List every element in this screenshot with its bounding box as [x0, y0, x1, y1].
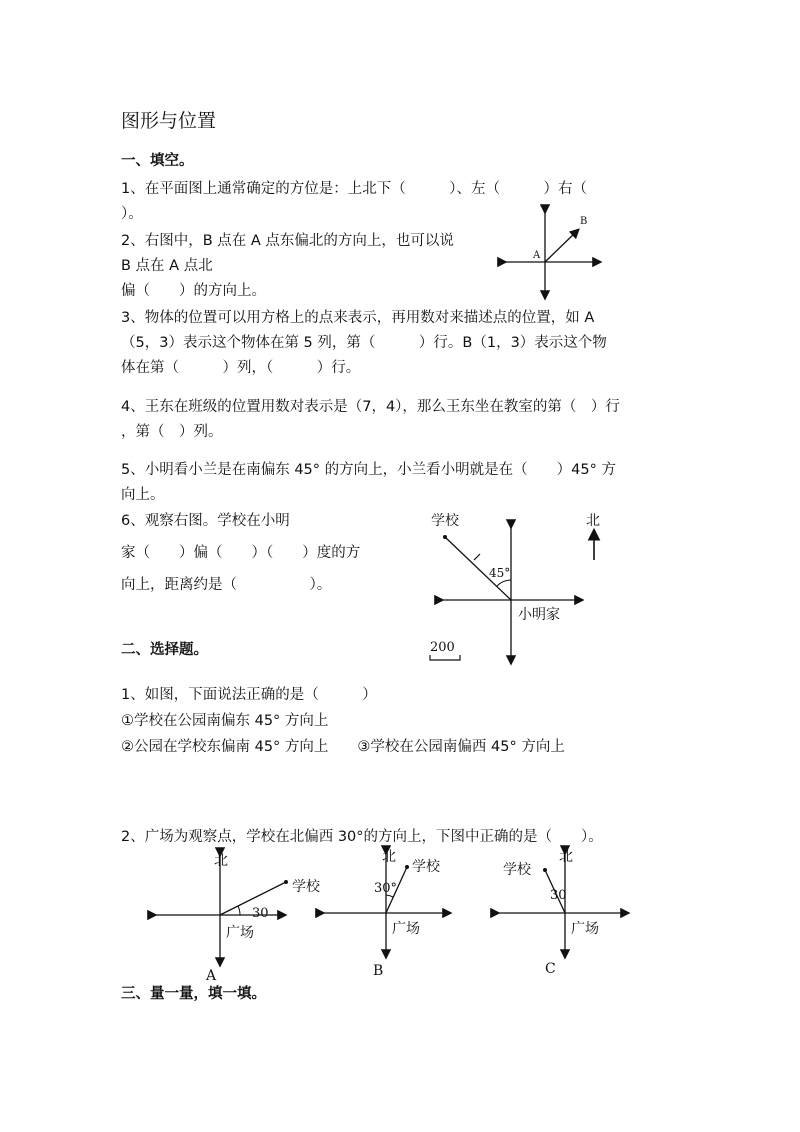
- s2-q2-stem: 2、广场为观察点，学校在北偏西 30°的方向上，下图中正确的是（ ）。: [121, 829, 603, 845]
- option-a-school: 学校: [292, 879, 320, 895]
- option-b-north: 北: [382, 849, 396, 865]
- option-b-diagram: [320, 845, 470, 980]
- option-a-diagram: [150, 845, 330, 985]
- section-2-heading: 二、选择题。: [121, 642, 208, 658]
- scale-label: 200: [430, 640, 455, 655]
- q4-line-1: 4、王东在班级的位置用数对表示是（7，4），那么王东坐在教室的第（ ）行: [121, 399, 620, 415]
- section-3-heading: 三、量一量，填一填。: [121, 986, 266, 1002]
- option-b-angle: 30°: [374, 881, 398, 896]
- q2-line-1: 2、右图中，B 点在 A 点东偏北的方向上，也可以说: [121, 233, 454, 249]
- option-c-school: 学校: [503, 862, 531, 878]
- q3-line-2: （5，3）表示这个物体在第 5 列，第（ ）行。B（1，3）表示这个物: [121, 335, 607, 351]
- q3-line-1: 3、物体的位置可以用方格上的点来表示，再用数对来描述点的位置，如 A: [121, 310, 595, 326]
- section-1-heading: 一、填空。: [121, 153, 194, 169]
- q2-direction-diagram: [500, 210, 610, 305]
- scale-bar: [430, 655, 460, 660]
- q2-line-2: B 点在 A 点北: [121, 258, 213, 274]
- option-a-square: 广场: [226, 925, 254, 941]
- option-b-letter: B: [373, 963, 384, 979]
- q1-line-2: ）。: [121, 206, 143, 222]
- option-c-square: 广场: [571, 921, 599, 937]
- s2-q1-line-1: 1、如图，下面说法正确的是（ ）: [121, 687, 377, 703]
- home-label: 小明家: [518, 607, 560, 623]
- option-c-diagram: [495, 845, 645, 980]
- q5-line-1: 5、小明看小兰是在南偏东 45° 的方向上，小兰看小明就是在（ ）45° 方: [121, 462, 616, 478]
- option-a-letter: A: [206, 968, 217, 984]
- option-c-north: 北: [559, 849, 573, 865]
- q2-line-3: 偏（ ）的方向上。: [121, 283, 266, 299]
- option-c-letter: C: [545, 961, 556, 977]
- point-a-label: A: [533, 250, 541, 261]
- option-a-angle: 30: [252, 906, 269, 921]
- q3-line-3: 体在第（ ）列，（ ）行。: [121, 360, 361, 376]
- option-b-square: 广场: [392, 921, 420, 937]
- north-label: 北: [586, 513, 600, 529]
- q6-map-diagram: [420, 505, 620, 670]
- q5-line-2: 向上。: [121, 487, 165, 503]
- s2-q1-line-2: ①学校在公园南偏东 45° 方向上: [121, 713, 329, 729]
- point-b-label: B: [580, 216, 588, 227]
- q4-line-2: ，第（ ）列。: [121, 424, 223, 440]
- school-label: 学校: [431, 513, 459, 529]
- s2-q1-line-3: ②公园在学校东偏南 45° 方向上 ③学校在公园南偏西 45° 方向上: [121, 739, 565, 755]
- q6-line-3: 向上，距离约是（ ）。: [121, 577, 332, 593]
- angle-label: 45°: [489, 566, 511, 580]
- option-c-angle: 30: [550, 888, 567, 903]
- option-b-school: 学校: [412, 859, 440, 875]
- q6-line-2: 家（ ）偏（ ）（ ）度的方: [121, 545, 361, 561]
- q6-line-1: 6、观察右图。学校在小明: [121, 513, 290, 529]
- q1-line-1: 1、在平面图上通常确定的方位是：上北下（ ）、左（ ）右（: [121, 181, 587, 197]
- page-title: 图形与位置: [121, 110, 217, 132]
- option-a-north: 北: [214, 853, 228, 869]
